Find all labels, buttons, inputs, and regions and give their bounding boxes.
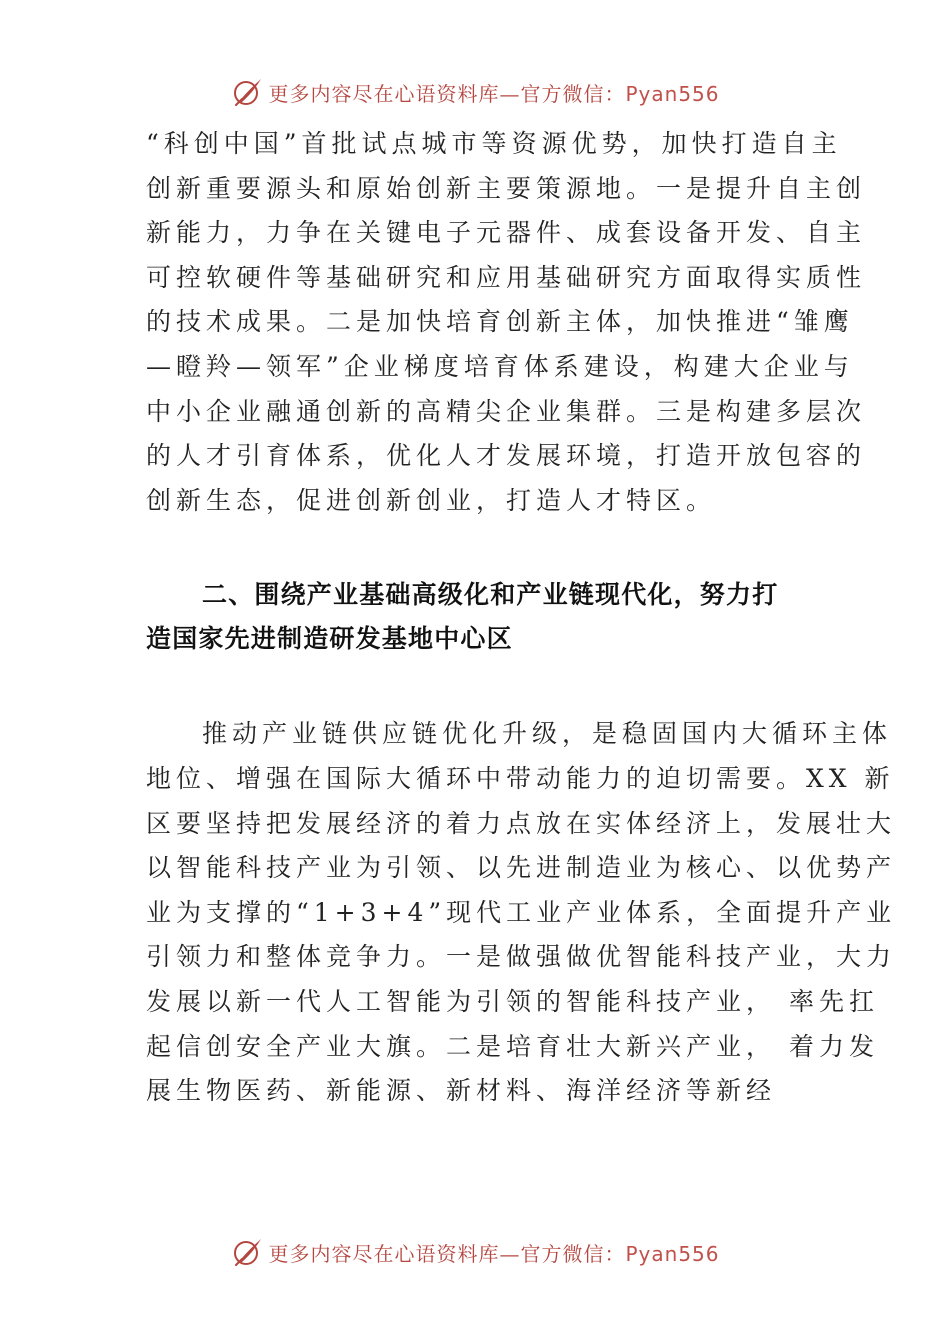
text-line: 业为支撑的“1+3+4”现代工业产业体系，全面提升产业 [146,897,897,927]
banner-message: 更多内容尽在心语资料库—官方微信： [268,81,626,106]
text-line: 地位、增强在国际大循环中带动能力的迫切需要。XX 新 [146,763,895,793]
document-body [146,122,897,1114]
text-line: 新能力，力争在关键电子元器件、成套设备开发、自主 [146,218,867,248]
text-line: 引领力和整体竞争力。一是做强做优智能科技产业，大力 [146,942,897,972]
banner-wechat-id: Pyan556 [625,81,720,106]
text-line: 起信创安全产业大旗。二是培育壮大新兴产业， 着力发 [146,1031,879,1061]
spacer [146,661,826,712]
text-line: 的人才引育体系，优化人才发展环境，打造开放包容的 [146,441,867,471]
spacer [146,523,826,573]
text-line: 区要坚持把发展经济的着力点放在实体经济上，发展壮大 [146,808,897,838]
text-line: 展生物医药、新能源、新材料、海洋经济等新经 [146,1076,777,1106]
text-line: 创新重要源头和原始创新主要策源地。一是提升自主创 [146,173,867,203]
banner-text [268,1238,719,1267]
text-line: “科创中国”首批试点城市等资源优势，加快打造自主 [146,129,842,158]
paragraph-1 [146,122,867,523]
quill-logo-icon [230,75,264,109]
text-line: 发展以新一代人工智能为引领的智能科技产业， 率先扛 [146,986,879,1016]
text-line: 推动产业链供应链优化升级，是稳固国内大循环主体 [202,719,893,749]
text-line: 创新生态，促进创新创业，打造人才特区。 [146,485,717,515]
text-line: 以智能科技产业为引领、以先进制造业为核心、以优势产 [146,853,897,883]
heading-line: 二、围绕产业基础高级化和产业链现代化，努力打 [202,580,779,610]
text-line: 中小企业融通创新的高精尖企业集群。三是构建多层次 [146,396,867,426]
paragraph-2 [146,712,897,1113]
quill-logo-icon [230,1235,264,1269]
header-banner [0,72,950,112]
banner-message: 更多内容尽在心语资料库—官方微信： [268,1241,626,1266]
banner-wechat-id: Pyan556 [625,1241,720,1266]
text-line: 的技术成果。二是加快培育创新主体，加快推进“雏鹰 [146,307,854,337]
banner-text [268,78,719,107]
section-heading [146,573,826,661]
text-line: 可控软硬件等基础研究和应用基础研究方面取得实质性 [146,262,867,292]
text-line: —瞪羚—领军”企业梯度培育体系建设，构建大企业与 [146,351,854,381]
footer-banner [0,1232,950,1272]
heading-line: 造国家先进制造研发基地中心区 [146,624,513,654]
